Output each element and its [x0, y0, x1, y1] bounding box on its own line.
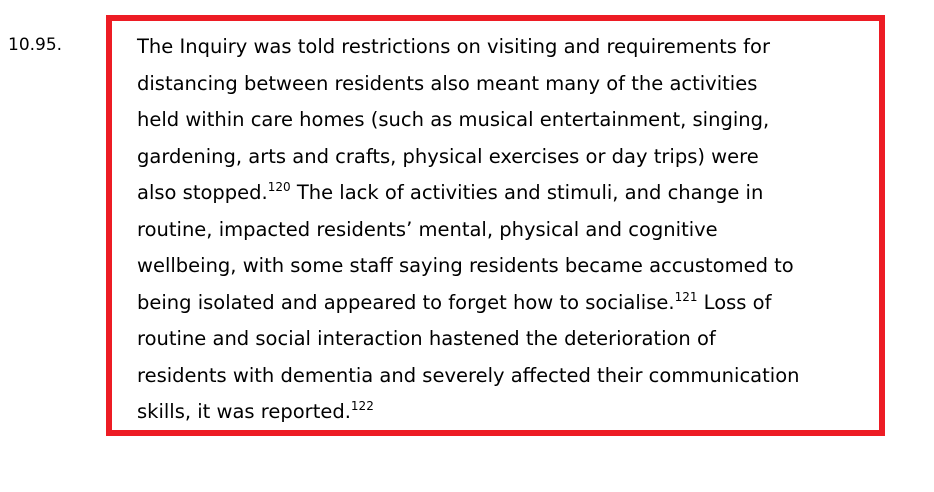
paragraph-number: 10.95.: [8, 35, 63, 55]
paragraph-text: [137, 29, 837, 431]
footnote-ref-122: 122: [350, 399, 374, 413]
paragraph-line-8-text: being isolated and appeared to forget how to socialise.: [137, 290, 675, 314]
paragraph-line-2: distancing between residents also meant many of the activities: [137, 71, 758, 95]
paragraph-line-9: routine and social interaction hastened the deterioration of: [137, 327, 716, 350]
paragraph-line-8: [137, 285, 837, 322]
paragraph-line-4: gardening, arts and crafts, physical exercises or day trips) were: [137, 144, 759, 168]
paragraph-line-7: wellbeing, with some staff saying residents became accustomed to: [137, 254, 794, 277]
footnote-ref-120: 120: [267, 180, 291, 194]
paragraph-line-5: [137, 175, 837, 212]
paragraph-line-1: The Inquiry was told restrictions on visiting and requirements for: [137, 35, 770, 58]
paragraph-line-11-text: skills, it was reported.: [137, 400, 351, 423]
paragraph-line-10: residents with dementia and severely affected their communication: [137, 363, 800, 387]
paragraph-line-11: [137, 394, 837, 431]
paragraph-line-8-cont: Loss of: [697, 290, 772, 314]
footnote-ref-121: 121: [674, 289, 698, 304]
paragraph-line-5-text: also stopped.: [137, 181, 268, 204]
paragraph-line-6: routine, impacted residents’ mental, physical and cognitive: [137, 217, 718, 241]
paragraph-line-5-cont: The lack of activities and stimuli, and change in: [290, 181, 764, 204]
paragraph-line-3: held within care homes (such as musical entertainment, singing,: [137, 108, 770, 131]
